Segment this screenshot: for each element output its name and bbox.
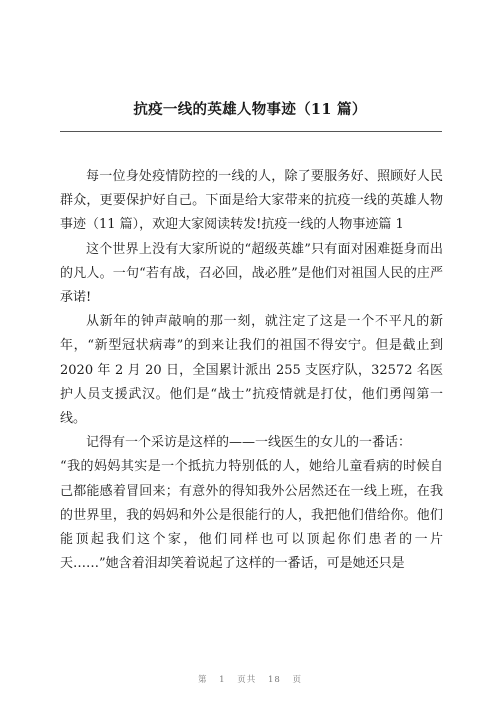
- paragraph: 每一位身处疫情防控的一线的人，除了要服务好、照顾好人民群众，更要保护好自己。下面是给大家带来的抗疫一线的英雄人物事迹（11 篇），欢迎大家阅读转发!抗疫一线的人物事迹篇 1: [60, 169, 443, 233]
- footer-suffix: 页: [292, 675, 303, 685]
- document-body: [60, 165, 443, 576]
- paragraph: 这个世界上没有大家所说的“超级英雄”只有面对困难挺身而出的凡人。一句“若有战，召必回，战必胜”是他们对祖国人民的庄严承诺!: [60, 241, 443, 306]
- footer-middle: 页共: [237, 675, 257, 685]
- paragraph: 记得有一个采访是这样的——一线医生的女儿的一番话：: [86, 435, 412, 451]
- title-divider: [60, 131, 442, 132]
- footer-page-number: 1: [219, 675, 226, 685]
- footer-total-pages: 18: [268, 675, 281, 685]
- paragraph: 从新年的钟声敲响的那一刻，就注定了这是一个不平凡的新年，“新型冠状病毒”的到来让我们的祖国不得安宁。但是截止到 2020 年 2 月 20 日，全国累计派出 255 支医疗队，32572 名医护人员支援武汉。他们是“战士”抗疫情就是打仗，他们勇闯第一线。: [60, 314, 443, 427]
- paragraph: “我的妈妈其实是一个抵抗力特别低的人，她给儿童看病的时候自己都能感着冒回来；有意外的得知我外公居然还在一线上班，在我的世界里，我的妈妈和外公是很能行的人，我把他们借给你。他们能顶起我们这个家，他们同样也可以顶起你们患者的一片天……”她含着泪却笑着说起了这样的一番话，可是她还只是: [60, 459, 443, 572]
- page-footer: [0, 673, 500, 685]
- footer-prefix: 第: [197, 675, 208, 685]
- document-title: 抗疫一线的英雄人物事迹（11 篇）: [133, 101, 367, 118]
